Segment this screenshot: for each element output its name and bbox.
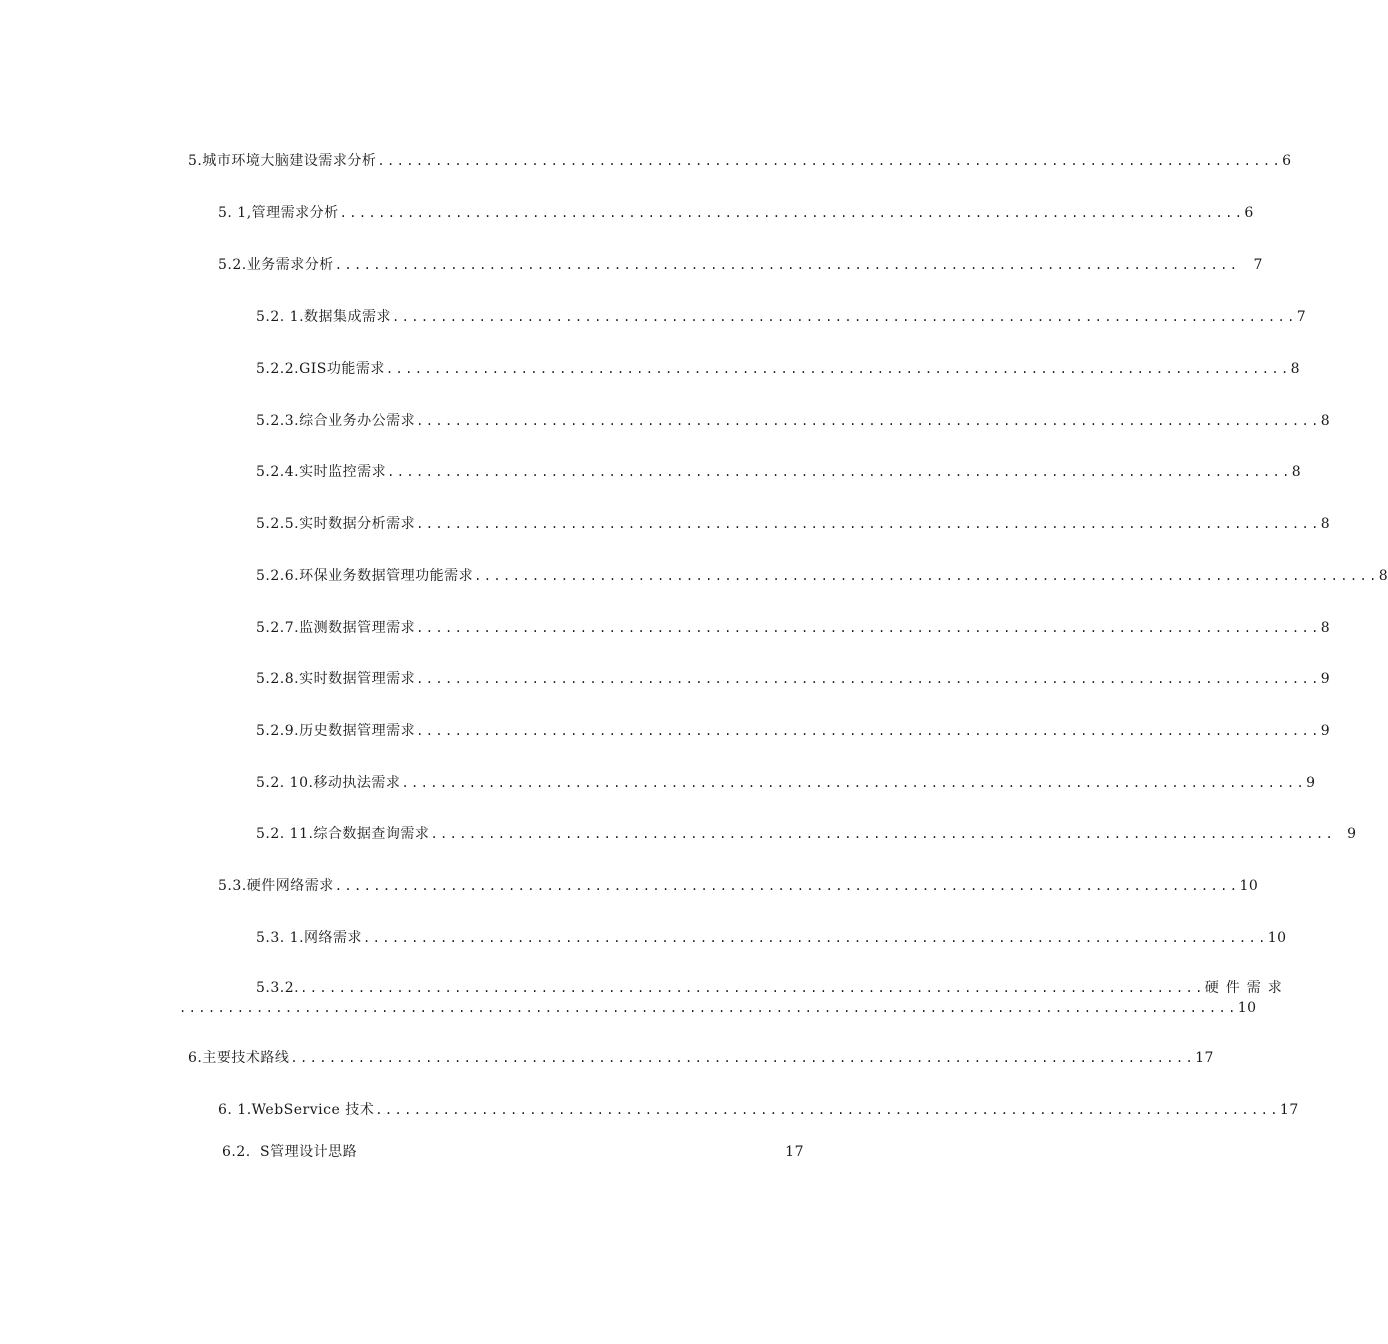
toc-leader-dots: .............................................................................................. — [416, 621, 1321, 635]
toc-entry-page: 7 — [1296, 309, 1307, 325]
toc-entry[interactable] — [256, 977, 1289, 999]
toc-entry-title: 环保业务数据管理功能需求 — [299, 568, 474, 584]
toc-entry-page: 17 — [1279, 1102, 1299, 1118]
toc-entry-number: 5.2. 10. — [256, 775, 314, 791]
toc-entry[interactable] — [256, 461, 1302, 483]
toc-entry-page: 10 — [1239, 878, 1259, 894]
toc-entry-number: 5. 1, — [218, 205, 252, 221]
toc-entry[interactable] — [256, 668, 1331, 690]
toc-entry-page: 8 — [1290, 361, 1301, 377]
toc-entry-page: 7 — [1253, 257, 1263, 273]
toc-entry-title: 综合业务办公需求 — [299, 413, 416, 429]
toc-entry-page: 10 — [1267, 930, 1287, 946]
toc-leader-dots: .............................................................................................. — [290, 1051, 1196, 1065]
toc-entry-title: 主要技术路线 — [202, 1050, 290, 1066]
toc-entry-page: 8 — [1378, 568, 1388, 584]
toc-entry[interactable] — [256, 927, 1287, 949]
toc-entry[interactable] — [256, 720, 1331, 742]
toc-leader-dots: .............................................................................................. — [401, 776, 1307, 790]
toc-entry-page: 9 — [1306, 775, 1316, 791]
toc-entry-title: 移动执法需求 — [313, 775, 401, 791]
toc-leader-dots: .............................................................................................. — [363, 931, 1268, 945]
toc-entry[interactable] — [218, 875, 1259, 897]
toc-entry-title: 城市环境大脑建设需求分析 — [202, 153, 377, 169]
toc-leader-dots: .............................................................................................. — [334, 879, 1240, 893]
toc-entry-number: 6. 1. — [218, 1102, 252, 1118]
toc-entry-number: 5.2.5. — [256, 516, 300, 532]
toc-entry-page: 6 — [1282, 153, 1292, 169]
toc-entry-title: 实时数据管理需求 — [299, 671, 416, 687]
toc-entry-title: 硬件需求 — [1204, 980, 1289, 996]
toc-entry[interactable] — [256, 617, 1331, 639]
toc-entry-number: 5.2.2. — [256, 361, 300, 377]
toc-entry-title: GIS功能需求 — [299, 361, 385, 377]
toc-entry[interactable] — [256, 358, 1301, 380]
toc-entry-page: 17 — [785, 1144, 804, 1160]
toc-entry-number: 5. — [188, 153, 203, 169]
toc-entry-title: 监测数据管理需求 — [299, 620, 416, 636]
toc-leader-dots: .............................................................................................. — [375, 1103, 1280, 1117]
toc-leader-dots: .............................................................................................. — [416, 672, 1321, 686]
toc-entry-number: 5.2.7. — [256, 620, 300, 636]
toc-entry-page: 8 — [1320, 516, 1331, 532]
toc-entry-title: 综合数据查询需求 — [313, 826, 430, 842]
toc-entry-number: 5.2. 1. — [256, 309, 305, 325]
toc-entry-title: WebService 技术 — [251, 1102, 375, 1118]
toc-leader-dots: .............................................................................................. — [416, 724, 1321, 738]
toc-entry-number: 5.3.2. — [256, 980, 300, 996]
toc-leader-dots: .............................................................................................. — [300, 981, 1205, 995]
toc-entry-number: 5.2. — [218, 257, 247, 273]
toc-leader-dots: .............................................................................................. — [339, 206, 1245, 220]
toc-entry-page: 10 — [1237, 1000, 1257, 1016]
toc-entry-page: 6 — [1244, 205, 1254, 221]
toc-leader-dots: .............................................................................................. — [474, 569, 1379, 583]
toc-entry-number: 5.2.8. — [256, 671, 300, 687]
toc-entry-title: 实时监控需求 — [299, 464, 387, 480]
toc-entry-title: 历史数据管理需求 — [299, 723, 416, 739]
toc-entry-number: 6. — [188, 1050, 203, 1066]
toc-entry[interactable] — [222, 1141, 804, 1163]
toc-leader-dots: .............................................................................................. — [392, 310, 1297, 324]
toc-entry-number: 5.3. 1. — [256, 930, 305, 946]
toc-leader-dots: .............................................................................................. — [377, 154, 1283, 168]
toc-entry-title: 网络需求 — [304, 930, 363, 946]
toc-entry[interactable] — [188, 150, 1292, 172]
toc-entry-title: 硬件网络需求 — [246, 878, 334, 894]
toc-leader-dots: .............................................................................................. — [416, 414, 1321, 428]
toc-entry-number: 6.2. — [222, 1144, 251, 1160]
toc-entry-title: 数据集成需求 — [304, 309, 392, 325]
toc-entry[interactable] — [218, 254, 1263, 276]
toc-leader-dots: .............................................................................................. — [387, 465, 1292, 479]
toc-leader-dots: .............................................................................................. — [430, 827, 1336, 841]
toc-entry-title: 管理需求分析 — [251, 205, 339, 221]
toc-entry[interactable] — [256, 513, 1331, 535]
toc-leader-dots: .............................................................................................. — [385, 362, 1291, 376]
toc-entry-title: 业务需求分析 — [246, 257, 334, 273]
toc-entry-number: 5.2. 11. — [256, 826, 314, 842]
toc-entry-page: 9 — [1347, 826, 1357, 842]
toc-entry-page: 17 — [1195, 1050, 1214, 1066]
toc-entry[interactable] — [218, 202, 1254, 224]
toc-entry[interactable] — [256, 772, 1316, 794]
toc-entry[interactable] — [256, 306, 1307, 328]
toc-entry-continuation — [178, 997, 1257, 1019]
toc-entry-number: 5.2.6. — [256, 568, 300, 584]
toc-entry-number: 5.3. — [218, 878, 247, 894]
toc-leader-dots: .............................................................................................................. — [179, 1001, 1238, 1015]
toc-leader-dots: .............................................................................................. — [416, 517, 1321, 531]
toc-entry-page: 9 — [1320, 671, 1331, 687]
toc-entry-number: 5.2.4. — [256, 464, 300, 480]
toc-entry-page: 8 — [1320, 413, 1331, 429]
toc-entry-title: S管理设计思路 — [260, 1144, 358, 1160]
toc-entry[interactable] — [188, 1047, 1214, 1069]
toc-entry-page: 8 — [1291, 464, 1302, 480]
toc-entry[interactable] — [256, 410, 1331, 432]
toc-leader-dots: .............................................................................................. — [334, 258, 1240, 272]
toc-entry-number: 5.2.9. — [256, 723, 300, 739]
toc-entry[interactable] — [256, 823, 1357, 845]
toc-entry-title: 实时数据分析需求 — [299, 516, 416, 532]
toc-entry[interactable] — [218, 1099, 1299, 1121]
toc-entry-page: 8 — [1320, 620, 1331, 636]
toc-entry-page: 9 — [1320, 723, 1331, 739]
toc-entry[interactable] — [256, 565, 1388, 587]
toc-entry-number: 5.2.3. — [256, 413, 300, 429]
